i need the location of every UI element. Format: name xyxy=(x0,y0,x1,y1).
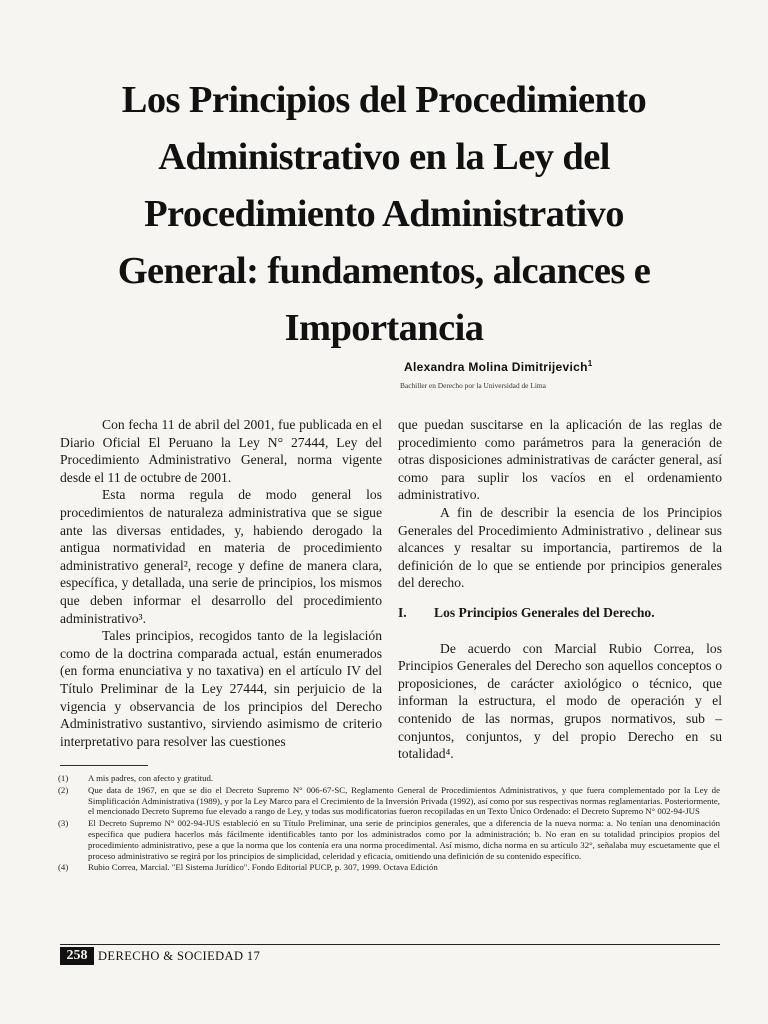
paragraph-continuation: que puedan suscitarse en la aplicación de las reglas de procedimiento como parámetros para la generación de otras disposiciones administrativas de carácter general, así como para suplir los vacíos en el ordenamiento administrativo. xyxy=(398,417,722,503)
journal-name: DERECHO & SOCIEDAD 17 xyxy=(98,949,261,963)
footnote-text: Rubio Correa, Marcial. "El Sistema Jurídico". Fondo Editorial PUCP, p. 307, 1999. Octava Edición xyxy=(88,862,438,873)
footnotes xyxy=(58,773,720,874)
footnote-separator xyxy=(60,765,148,766)
paragraph: Tales principios, recogidos tanto de la legislación como de la doctrina comparada actual, están enumerados (en forma enunciativa y no taxativa) en el artículo IV del Título Preliminar de la Ley 27444, sin perjuicio de la vigencia y observancia de los principios del Derecho Administrativo sustantivo, sirviendo asimismo de criterio interpretativo para resolver las cuestiones xyxy=(60,628,382,749)
footnote-text: El Decreto Supremo N° 002-94-JUS estableció en su Título Preliminar, una serie de principios generales, que a diferencia de la nueva norma: a. No tenían una denominación específica que pudiera hacerlos más fácilmente identificables tanto por los administrados como por la administración; b. No eran en su totalidad principios propios del procedimiento administrativo, pese a que la norma que los contenía era una norma procedimental. Así mismo, dicha norma en su artículo 32°, señalaba muy escuetamente que el proceso administrativo se regirá por los principios de simplicidad, celeridad y eficacia, omitiendo una definición de su contenido específico. xyxy=(88,818,720,861)
paragraph: A fin de describir la esencia de los Principios Generales del Procedimiento Administrativo , delinear sus alcances y resaltar su importancia, partiremos de la definición de lo que se entiende por principios generales del derecho. xyxy=(398,504,722,591)
page-number: 258 xyxy=(60,947,94,965)
footnote-mark: (4) xyxy=(58,862,69,873)
footnote xyxy=(58,773,720,784)
page-footer xyxy=(60,944,722,966)
footnote-text: A mis padres, con afecto y gratitud. xyxy=(88,773,214,783)
author-name-text: Alexandra Molina Dimitrijevich xyxy=(404,360,588,374)
title-line: Procedimiento Administrativo xyxy=(144,193,624,235)
footer-rule xyxy=(60,944,720,945)
title-line: Importancia xyxy=(284,307,484,349)
footnote xyxy=(58,818,720,861)
section-heading xyxy=(398,604,722,622)
title-line: Los Principios del Procedimiento xyxy=(121,79,647,121)
section-number: I. xyxy=(398,604,407,620)
title-line: Administrativo en la Ley del xyxy=(158,136,610,178)
article-title xyxy=(60,72,708,357)
footnote xyxy=(58,785,720,817)
right-column xyxy=(398,416,722,763)
paragraph: De acuerdo con Marcial Rubio Correa, los Principios Generales del Derecho son aquellos conceptos o proposiciones, de carácter axiológico o técnico, que informan la estructura, el modo de operación y el contenido de las normas, grupos normativos, sub – conjuntos, conjuntos, y del propio Derecho en su totalidad⁴. xyxy=(398,640,722,762)
paragraph: Con fecha 11 de abril del 2001, fue publicada en el Diario Oficial El Peruano la Ley N° 27444, Ley del Procedimiento Administrativo General, norma vigente desde el 11 de octubre de 2001. xyxy=(60,417,382,485)
author-name xyxy=(404,360,744,374)
footnote-mark: (3) xyxy=(58,818,69,829)
paragraph: Esta norma regula de modo general los procedimientos de naturaleza administrativa que se sigue ante las diversas entidades, y, habiendo derogado la antigua normatividad en materia de procedimiento administrativo general², recoge y define de manera clara, específica, y detallada, una serie de principios, los mismos que deben informar el desarrollo del procedimiento administrativo³. xyxy=(60,487,382,626)
title-line: General: fundamentos, alcances e xyxy=(117,250,651,292)
footnote xyxy=(58,862,720,873)
left-column xyxy=(60,416,382,750)
footnote-mark: (1) xyxy=(58,773,69,783)
footnote-text: Que data de 1967, en que se dio el Decreto Supremo N° 006-67-SC, Reglamento General de Procedimientos Administrativos, y que fuera complementado por la Ley de Simplificación Administrativa (1989), y por la Ley Marco para el Crecimiento de la Inversión Privada (1992), así como por sus respectivas normas reglamentarias. Posteriormente, el mencionado Decreto Supremo fue elevado a rango de Ley, y todas sus modificatorias fueron recopiladas en un Texto Único Ordenado: el Decreto Supremo N° 002-94-JUS xyxy=(88,784,720,817)
author-affiliation: Bachiller en Derecho por la Universidad de Lima xyxy=(400,381,546,390)
section-title: Los Principios Generales del Derecho. xyxy=(434,604,655,620)
author-footnote-mark: 1 xyxy=(587,359,593,368)
footnote-mark: (2) xyxy=(58,784,69,795)
